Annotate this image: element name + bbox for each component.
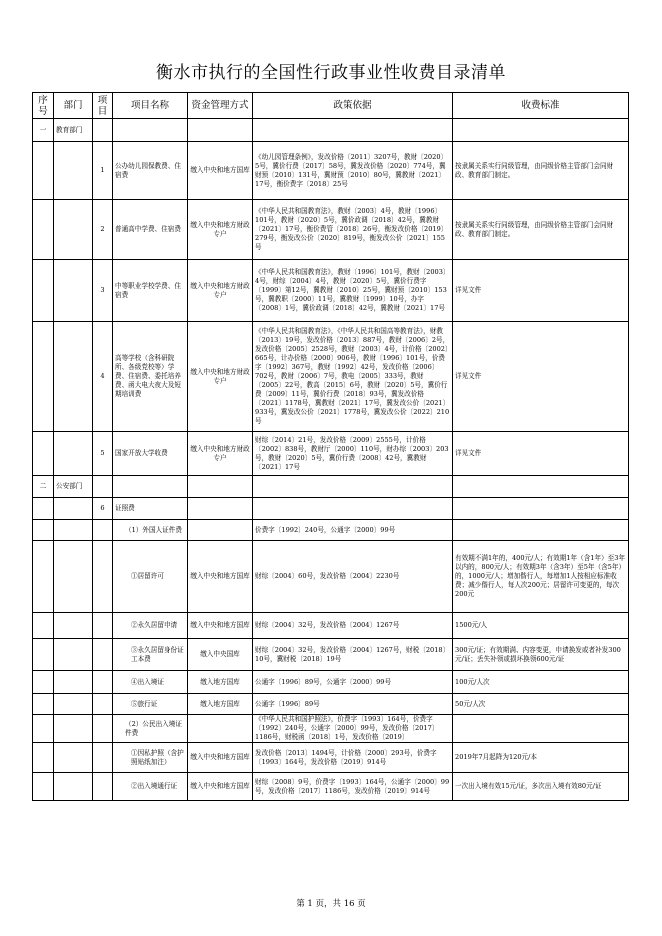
dept-cell bbox=[54, 142, 93, 200]
item-name-cell: ⑤旅行证 bbox=[113, 694, 188, 715]
item-no-cell bbox=[93, 639, 113, 671]
header-item: 项目 bbox=[93, 93, 113, 119]
policy-basis-cell: 价费字〔1992〕240号，公通字〔2000〕99号 bbox=[253, 520, 453, 541]
seq-cell bbox=[33, 142, 54, 200]
seq-cell: 一 bbox=[33, 119, 54, 142]
fee-standard-cell: 50元/人次 bbox=[453, 694, 629, 715]
item-no-cell bbox=[93, 773, 113, 801]
policy-basis-cell: 《中华人民共和国护照法》，价费字〔1993〕164号，价费字〔1992〕240号，公通字〔2000〕99号，发改价格〔2017〕1186号，财税函〔2018〕1号，发改价格〔2019〕 bbox=[253, 715, 453, 743]
policy-basis-cell bbox=[253, 498, 453, 520]
table-row bbox=[33, 715, 629, 743]
seq-cell bbox=[33, 432, 54, 476]
table-row bbox=[33, 671, 629, 694]
fund-management-cell bbox=[188, 715, 253, 743]
item-name-cell: 公办幼儿园保教费、住宿费 bbox=[113, 142, 188, 200]
policy-basis-cell: 《中华人民共和国教育法》，《中华人民共和国高等教育法》，财教〔2013〕19号，发改价格〔2013〕887号，教财〔2006〕2号，发改价格〔2005〕2528号，教财〔2003〕4号，计价格〔2002〕665号，计办价格〔2000〕906号，教财〔1996〕101号，价费字〔1992〕367号，教财〔1992〕42号，发改价格〔2006〕702号，教财〔2006〕7号，教电〔2005〕333号，教财〔2005〕22号，教高〔2015〕6号，教财〔2020〕5号，冀价行费〔2009〕11号，冀价行费〔2018〕93号，冀发改价格〔2021〕1178号，冀教财〔2021〕17号，冀发改公价〔2021〕933号，冀发改公价〔2021〕1778号，冀发改公价〔2022〕210号 bbox=[253, 322, 453, 432]
item-no-cell bbox=[93, 715, 113, 743]
item-name-cell: （1）外国人证件费 bbox=[113, 520, 188, 541]
dept-cell bbox=[54, 260, 93, 322]
fund-management-cell bbox=[188, 520, 253, 541]
fund-management-cell bbox=[188, 498, 253, 520]
table-row bbox=[33, 476, 629, 498]
item-name-cell bbox=[113, 119, 188, 142]
fund-management-cell: 缴入中央和地方国库 bbox=[188, 541, 253, 613]
dept-cell bbox=[54, 671, 93, 694]
table-row bbox=[33, 639, 629, 671]
dept-cell bbox=[54, 498, 93, 520]
item-name-cell: 国家开放大学收费 bbox=[113, 432, 188, 476]
dept-cell bbox=[54, 773, 93, 801]
seq-cell bbox=[33, 322, 54, 432]
fund-management-cell: 缴入中央和地方国库 bbox=[188, 613, 253, 639]
item-no-cell bbox=[93, 476, 113, 498]
fee-standard-cell: 详见文件 bbox=[453, 432, 629, 476]
fund-management-cell: 缴入中央和地方国库 bbox=[188, 142, 253, 200]
item-name-cell: ②永久居留申请 bbox=[113, 613, 188, 639]
seq-cell bbox=[33, 773, 54, 801]
fund-management-cell: 缴入中央和地方财政专户 bbox=[188, 432, 253, 476]
fee-standard-cell: 2019年7月起降为120元/本 bbox=[453, 743, 629, 773]
table-row bbox=[33, 743, 629, 773]
fund-management-cell: 缴入地方国库 bbox=[188, 671, 253, 694]
fee-standard-cell: 有效期不满1年的，400元/人；有效期1年（含1年）至3年以内的，800元/人；有效期3年（含3年）至5年（含5年）的，1000元/人；增加偕行人，每增加1人按相应标准收费；减少偕行人，每人次200元；居留许可变更的，每次200元 bbox=[453, 541, 629, 613]
item-no-cell bbox=[93, 520, 113, 541]
seq-cell bbox=[33, 715, 54, 743]
item-no-cell bbox=[93, 743, 113, 773]
item-no-cell bbox=[93, 541, 113, 613]
item-no-cell bbox=[93, 613, 113, 639]
table-row bbox=[33, 432, 629, 476]
item-name-cell bbox=[113, 476, 188, 498]
header-dept: 部门 bbox=[54, 93, 93, 119]
item-no-cell bbox=[93, 671, 113, 694]
seq-cell bbox=[33, 671, 54, 694]
table-row bbox=[33, 260, 629, 322]
page-title: 衡水市执行的全国性行政事业性收费目录清单 bbox=[156, 63, 506, 83]
fee-standard-cell: 100元/人次 bbox=[453, 671, 629, 694]
policy-basis-cell: 财综〔2004〕32号，发改价格〔2004〕1267号，财税〔2018〕10号，冀财税〔2018〕19号 bbox=[253, 639, 453, 671]
table-row bbox=[33, 119, 629, 142]
fund-management-cell: 缴入中央和地方财政专户 bbox=[188, 260, 253, 322]
fee-standard-cell: 详见文件 bbox=[453, 322, 629, 432]
table-row bbox=[33, 200, 629, 260]
table-row bbox=[33, 142, 629, 200]
seq-cell bbox=[33, 520, 54, 541]
dept-cell bbox=[54, 613, 93, 639]
table-row bbox=[33, 541, 629, 613]
policy-basis-cell: 财综〔2014〕21号，发改价格〔2009〕2555号，计价格〔2002〕838号，教财厅〔2000〕110号，财办综〔2003〕203号，教财〔2020〕5号，冀价行费〔2008〕42号，冀教财〔2021〕17号 bbox=[253, 432, 453, 476]
dept-cell bbox=[54, 541, 93, 613]
fee-standard-cell: 按隶属关系实行同级管理，由同级价格主管部门会同财政、教育部门制定。 bbox=[453, 200, 629, 260]
fund-management-cell: 缴入中央和地方国库 bbox=[188, 743, 253, 773]
item-name-cell: （2）公民出入境证件费 bbox=[113, 715, 188, 743]
item-no-cell: 4 bbox=[93, 322, 113, 432]
item-name-cell: 普通高中学费、住宿费 bbox=[113, 200, 188, 260]
policy-basis-cell: 《幼儿园管理条例》，发改价格〔2011〕3207号，教财〔2020〕5号，冀价行费〔2017〕58号，冀发改价格〔2020〕774号，冀财预〔2010〕131号，冀财预〔2010〕80号，冀教财〔2021〕17号，衡价费字〔2018〕25号 bbox=[253, 142, 453, 200]
seq-cell bbox=[33, 260, 54, 322]
policy-basis-cell: 财综〔2004〕60号，发改价格〔2004〕2230号 bbox=[253, 541, 453, 613]
fund-management-cell: 缴入中央和地方国库 bbox=[188, 773, 253, 801]
seq-cell: 二 bbox=[33, 476, 54, 498]
header-fund-management: 资金管理方式 bbox=[188, 93, 253, 119]
fund-management-cell bbox=[188, 476, 253, 498]
header-row bbox=[33, 93, 629, 119]
dept-cell bbox=[54, 694, 93, 715]
policy-basis-cell: 财综〔2008〕9号，价费字〔1993〕164号，公通字〔2000〕99号，发改价格〔2017〕1186号，发改价格〔2019〕914号 bbox=[253, 773, 453, 801]
dept-cell bbox=[54, 432, 93, 476]
item-name-cell: 高等学校（含科研院所、各级党校等）学费、住宿费、委托培养费、函大电大夜大及短期培训费 bbox=[113, 322, 188, 432]
fee-standard-cell: 详见文件 bbox=[453, 260, 629, 322]
fund-management-cell: 缴入中央和地方财政专户 bbox=[188, 322, 253, 432]
table-row bbox=[33, 520, 629, 541]
fee-standard-cell: 1500元/人 bbox=[453, 613, 629, 639]
fee-standard-cell bbox=[453, 498, 629, 520]
table-row bbox=[33, 322, 629, 432]
policy-basis-cell: 财综〔2004〕32号，发改价格〔2004〕1267号 bbox=[253, 613, 453, 639]
dept-cell bbox=[54, 200, 93, 260]
item-no-cell: 2 bbox=[93, 200, 113, 260]
policy-basis-cell bbox=[253, 476, 453, 498]
header-policy-basis: 政策依据 bbox=[253, 93, 453, 119]
fee-standard-cell: 按隶属关系实行同级管理，由同级价格主管部门会同财政、教育部门制定。 bbox=[453, 142, 629, 200]
item-name-cell: 中等职业学校学费、住宿费 bbox=[113, 260, 188, 322]
dept-cell: 公安部门 bbox=[54, 476, 93, 498]
fund-management-cell: 缴入中央和地方财政专户 bbox=[188, 200, 253, 260]
header-item-name: 项目名称 bbox=[113, 93, 188, 119]
table-row bbox=[33, 613, 629, 639]
policy-basis-cell: 《中华人民共和国教育法》，教财〔1996〕101号，教财〔2003〕4号，财综〔2004〕4号，教财〔2020〕5号，冀价行费字〔1999〕第12号，冀教财〔2010〕25号，冀财预〔2010〕153号，冀教职〔2000〕11号，冀教财〔1999〕10号，办字〔2008〕1号，冀价政调〔2018〕42号，冀教财〔2021〕17号 bbox=[253, 260, 453, 322]
fee-standard-cell: 一次出入境有效15元/证，多次出入境有效80元/证 bbox=[453, 773, 629, 801]
dept-cell bbox=[54, 639, 93, 671]
dept-cell bbox=[54, 322, 93, 432]
policy-basis-cell: 发改价格〔2013〕1494号，计价格〔2000〕293号，价费字〔1993〕164号，发改价格〔2019〕914号 bbox=[253, 743, 453, 773]
item-name-cell: ②出入境通行证 bbox=[113, 773, 188, 801]
item-name-cell: 证照费 bbox=[113, 498, 188, 520]
fee-standard-cell bbox=[453, 476, 629, 498]
seq-cell bbox=[33, 541, 54, 613]
seq-cell bbox=[33, 694, 54, 715]
item-no-cell: 3 bbox=[93, 260, 113, 322]
seq-cell bbox=[33, 743, 54, 773]
dept-cell bbox=[54, 715, 93, 743]
table-row bbox=[33, 773, 629, 801]
item-no-cell: 6 bbox=[93, 498, 113, 520]
seq-cell bbox=[33, 200, 54, 260]
dept-cell: 教育部门 bbox=[54, 119, 93, 142]
table-row bbox=[33, 498, 629, 520]
item-name-cell: ①居留许可 bbox=[113, 541, 188, 613]
fund-management-cell: 缴入中央国库 bbox=[188, 639, 253, 671]
table-row bbox=[33, 694, 629, 715]
item-no-cell bbox=[93, 694, 113, 715]
policy-basis-cell bbox=[253, 119, 453, 142]
fee-standard-cell bbox=[453, 715, 629, 743]
policy-basis-cell: 公通字〔1996〕89号，公通字〔2000〕99号 bbox=[253, 671, 453, 694]
dept-cell bbox=[54, 743, 93, 773]
page-footer: 第 1 页，共 16 页 bbox=[296, 899, 366, 909]
header-fee-standard: 收费标准 bbox=[453, 93, 629, 119]
item-no-cell: 5 bbox=[93, 432, 113, 476]
seq-cell bbox=[33, 613, 54, 639]
policy-basis-cell: 公通字〔1996〕89号 bbox=[253, 694, 453, 715]
item-no-cell bbox=[93, 119, 113, 142]
dept-cell bbox=[54, 520, 93, 541]
policy-basis-cell: 《中华人民共和国教育法》，教财〔2003〕4号，教财〔1996〕101号，教财〔2020〕5号，冀价政调〔2018〕42号，冀教财〔2021〕17号，衡价费管〔2018〕26号，衡发改价格〔2019〕279号，衡发改公价〔2020〕819号，衡发改公价〔2021〕155号 bbox=[253, 200, 453, 260]
seq-cell bbox=[33, 498, 54, 520]
fund-management-cell bbox=[188, 119, 253, 142]
item-name-cell: ③永久居留身份证工本费 bbox=[113, 639, 188, 671]
seq-cell bbox=[33, 639, 54, 671]
fee-standard-cell: 300元/证；有效期满、内容变更，申请换发或者补发300元/证；丢失补领或损坏换领600元/证 bbox=[453, 639, 629, 671]
item-name-cell: ④出入境证 bbox=[113, 671, 188, 694]
fee-standard-cell bbox=[453, 119, 629, 142]
fund-management-cell: 缴入地方国库 bbox=[188, 694, 253, 715]
fee-catalog-table bbox=[32, 92, 629, 801]
item-name-cell: ①因私护照（含护照贴纸加注） bbox=[113, 743, 188, 773]
header-seq: 序号 bbox=[33, 93, 54, 119]
item-no-cell: 1 bbox=[93, 142, 113, 200]
fee-standard-cell bbox=[453, 520, 629, 541]
